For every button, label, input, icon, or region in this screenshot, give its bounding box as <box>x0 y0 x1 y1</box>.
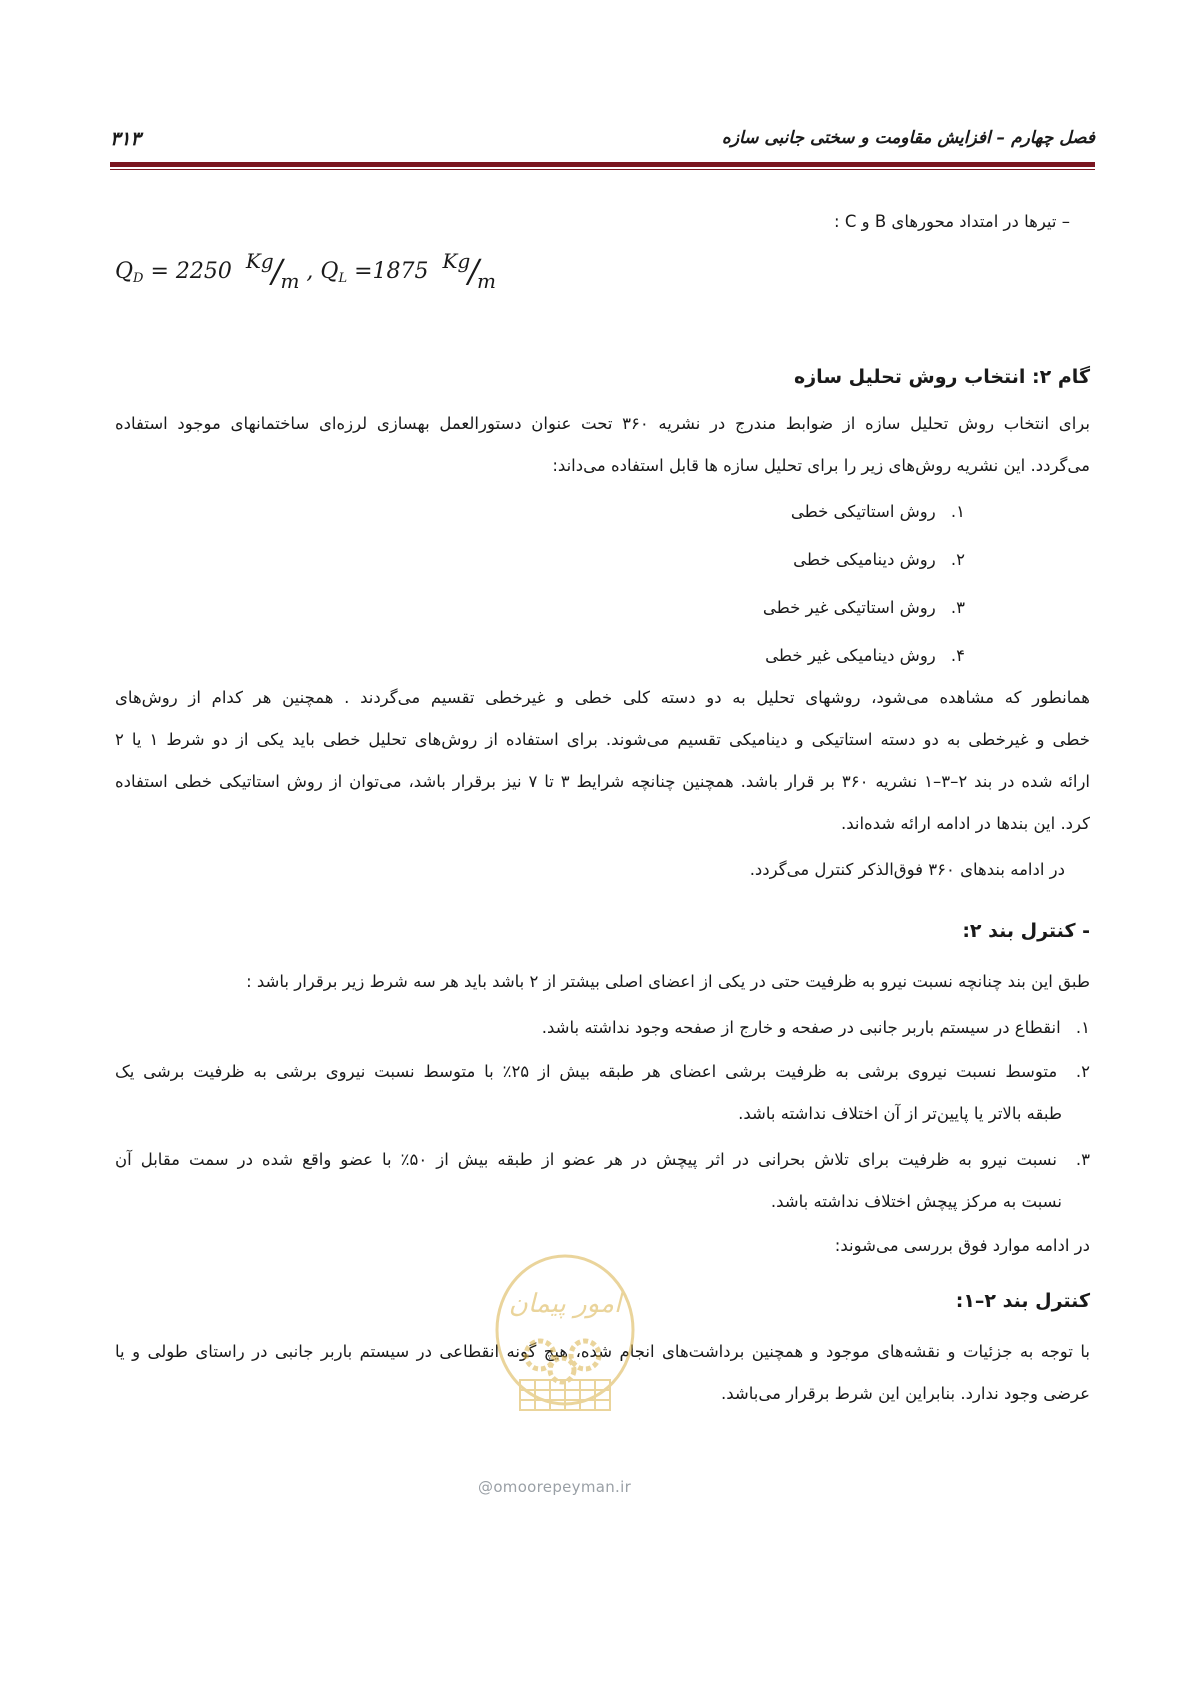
watermark-site <box>478 1478 631 1496</box>
ql-value: =1875 <box>354 259 429 284</box>
load-formula <box>115 248 497 293</box>
ql-label: Q <box>320 259 339 284</box>
qd-subscript: D <box>133 271 144 286</box>
clause2-condition-3-line1 <box>115 1150 1090 1169</box>
method-number: ۲. <box>950 550 965 569</box>
method-item-2 <box>165 550 965 569</box>
fraction-slash: / <box>271 252 283 290</box>
watermark-logo-text: امور پیمان <box>508 1289 622 1319</box>
qd-label: Q <box>115 259 134 284</box>
method-text: روش استاتیکی خطی <box>790 502 936 521</box>
condition-number: ۲. <box>1075 1062 1091 1081</box>
clause2-condition-2-line1 <box>115 1062 1090 1081</box>
method-number: ۱. <box>950 502 965 521</box>
qd-unit-numerator: Kg <box>245 249 274 273</box>
page-number: ۳۱۳ <box>110 128 141 150</box>
method-text: روش دینامیکی غیر خطی <box>765 646 936 665</box>
step2-para-line3: ارائه شده در بند ۲–۳–۱ نشریه ۳۶۰ بر قرار باشد. همچنین چنانچه شرایط ۳ تا ۷ نیز برقرار باشد، می‌توان از روش استاتیکی خطی استفاده <box>115 772 1090 791</box>
clause2-condition-3-line2: نسبت به مرکز پیچش اختلاف نداشته باشد. <box>770 1192 1062 1211</box>
beams-item: – تیرها در امتداد محورهای B و C : <box>834 212 1070 231</box>
formula-separator: , <box>306 259 314 284</box>
step2-para2: در ادامه بندهای ۳۶۰ فوق‌الذکر کنترل می‌گردد. <box>749 860 1065 879</box>
ql-unit-numerator: Kg <box>442 249 471 273</box>
method-item-1 <box>165 502 965 521</box>
clause2-intro: طبق این بند چنانچه نسبت نیرو به ظرفیت حتی در یکی از اعضای اصلی بیشتر از ۲ باشد باید هر سه شرط زیر برقرار باشد : <box>246 972 1090 991</box>
ql-subscript: L <box>338 271 348 286</box>
clause2-outro: در ادامه موارد فوق بررسی می‌شوند: <box>834 1236 1090 1255</box>
watermark-site-text: omoorepeyman.ir <box>493 1478 632 1496</box>
condition-number: ۳. <box>1075 1150 1091 1169</box>
copyright-icon: @ <box>478 1478 494 1496</box>
header-rule-thick <box>110 162 1095 167</box>
fraction-slash: / <box>468 252 480 290</box>
clause2-1-heading: کنترل بند ۲–۱: <box>955 1290 1090 1312</box>
clause2-1-line2: عرضی وجود ندارد. بنابراین این شرط برقرار می‌باشد. <box>720 1384 1090 1403</box>
step2-heading: گام ۲: انتخاب روش تحلیل سازه <box>794 366 1090 388</box>
method-item-3 <box>165 598 965 617</box>
header-rule-thin <box>110 169 1095 170</box>
step2-intro-line2: می‌گردد. این نشریه روش‌های زیر را برای تحلیل سازه ها قابل استفاده می‌داند: <box>552 456 1090 475</box>
clause2-1-line1: با توجه به جزئیات و نقشه‌های موجود و همچنین برداشت‌های انجام شده، هیچ گونه انقطاعی در سیستم باربر جانبی در راستای طولی و یا <box>115 1342 1090 1361</box>
step2-para-line2: خطی و غیرخطی به دو دسته استاتیکی و دینامیکی تقسیم می‌شوند. برای استفاده از روش‌های تحلیل خطی باید یکی از دو شرط ۱ یا ۲ <box>115 730 1090 749</box>
method-item-4 <box>165 646 965 665</box>
condition-text: انقطاع در سیستم باربر جانبی در صفحه و خارج از صفحه وجود نداشته باشد. <box>541 1018 1061 1037</box>
step2-para-line4: کرد. این بندها در ادامه ارائه شده‌اند. <box>840 814 1090 833</box>
condition-text: نسبت نیرو به ظرفیت برای تلاش بحرانی در اثر پیچش در هر عضو از طبقه بیش از ۵۰٪ با عضو واقع شده در سمت مقابل آن <box>115 1150 1057 1169</box>
chapter-title: فصل چهارم – افزایش مقاومت و سختی جانبی سازه <box>721 128 1095 148</box>
method-number: ۴. <box>950 646 965 665</box>
method-text: روش دینامیکی خطی <box>793 550 936 569</box>
condition-number: ۱. <box>1075 1018 1090 1037</box>
method-text: روش استاتیکی غیر خطی <box>762 598 936 617</box>
watermark-logo <box>490 1250 640 1440</box>
clause2-condition-1 <box>115 1018 1090 1037</box>
page-header <box>110 128 1095 158</box>
qd-value: = 2250 <box>150 259 232 284</box>
qd-unit-denominator: m <box>280 269 300 293</box>
ql-unit-denominator: m <box>477 269 497 293</box>
condition-text: متوسط نسبت نیروی برشی به ظرفیت برشی اعضای هر طبقه بیش از ۲۵٪ با متوسط نسبت نیروی برشی به ظرفیت برشی یک <box>115 1062 1058 1081</box>
step2-para-line1: همانطور که مشاهده می‌شود، روشهای تحلیل به دو دسته کلی خطی و غیرخطی تقسیم می‌گردند . همچنین هر کدام از روش‌های <box>115 688 1090 707</box>
step2-intro-line1: برای انتخاب روش تحلیل سازه از ضوابط مندرج در نشریه ۳۶۰ تحت عنوان دستورالعمل بهسازی لرزه‌ای ساختمانهای موجود استفاده <box>115 414 1090 433</box>
method-number: ۳. <box>950 598 965 617</box>
clause2-heading: - کنترل بند ۲: <box>962 920 1090 942</box>
clause2-condition-2-line2: طبقه بالاتر یا پایین‌تر از آن اختلاف نداشته باشد. <box>738 1104 1062 1123</box>
